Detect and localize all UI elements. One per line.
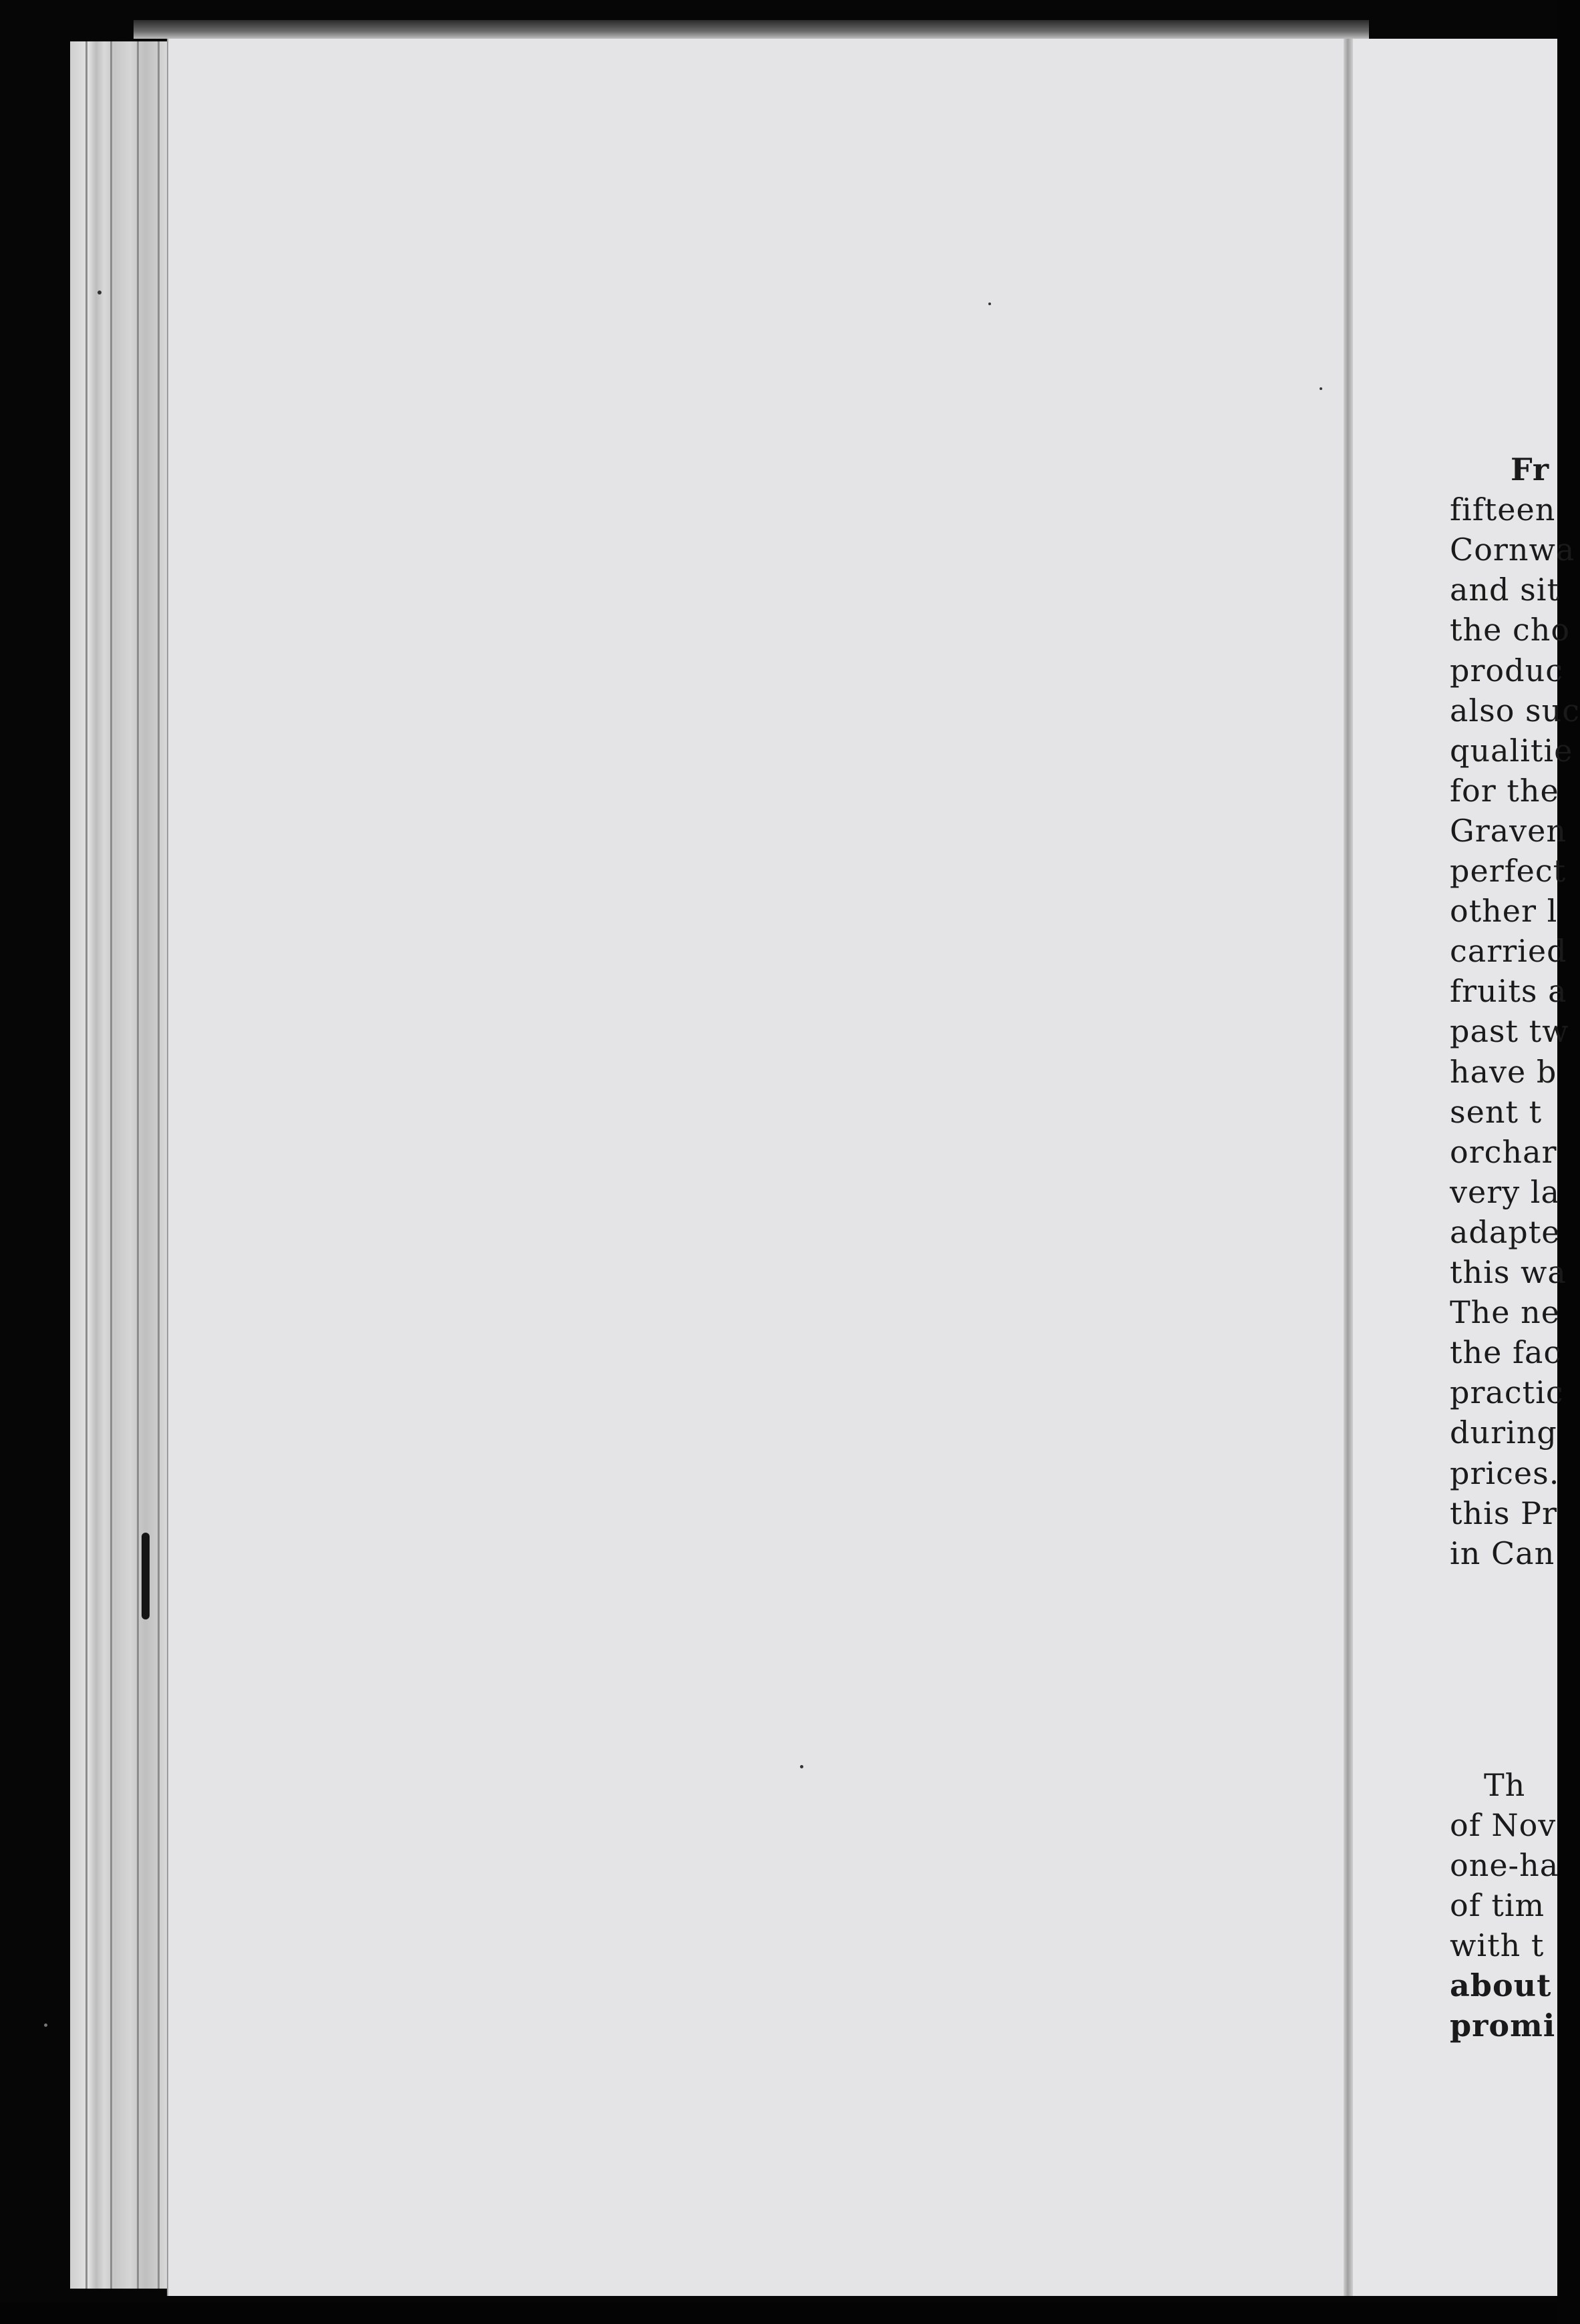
text-line: this wa <box>1450 1254 1567 1290</box>
dust-speck <box>800 1765 803 1768</box>
text-line: have b <box>1450 1053 1557 1090</box>
page-stack-line <box>110 41 112 2289</box>
text-line: this Pr <box>1450 1495 1557 1531</box>
text-line: very la <box>1450 1173 1560 1210</box>
text-line: also suc <box>1450 692 1580 729</box>
text-line: about <box>1450 1967 1552 2003</box>
page-stack-line <box>137 41 139 2289</box>
text-line: of Nov <box>1450 1807 1557 1843</box>
binding-mark <box>142 1533 150 1619</box>
page-gutter <box>1344 39 1353 2296</box>
text-line: Th <box>1484 1767 1526 1803</box>
scan-bottom-border <box>0 2303 1557 2324</box>
text-line: and sit <box>1450 572 1560 608</box>
page-stack-line <box>158 41 160 2289</box>
right-text-page <box>1353 39 1580 2296</box>
dust-speck <box>44 2023 47 2027</box>
text-line: orchar <box>1450 1133 1557 1170</box>
text-line: of tim <box>1450 1887 1545 1923</box>
text-line: past tw <box>1450 1013 1569 1050</box>
text-line: perfect <box>1450 853 1567 889</box>
text-line: prices. <box>1450 1455 1560 1491</box>
text-line: sent t <box>1450 1093 1543 1130</box>
text-line: for the <box>1450 772 1559 809</box>
dust-speck <box>97 290 102 295</box>
text-line: qualitie <box>1450 732 1573 769</box>
text-line: Cornwa <box>1450 532 1575 568</box>
text-line: other l <box>1450 893 1558 930</box>
text-line: practic <box>1450 1374 1564 1411</box>
text-line: promi <box>1450 2007 1556 2044</box>
top-page-edge <box>134 20 1369 39</box>
text-line: Graven <box>1450 812 1567 849</box>
text-line: produc <box>1450 652 1563 689</box>
text-line: fruits a <box>1450 973 1567 1010</box>
text-line: one-ha <box>1450 1847 1559 1883</box>
text-line: fifteen <box>1450 492 1556 528</box>
blank-left-page <box>167 39 1350 2296</box>
page-stack-line <box>85 41 87 2289</box>
text-line: the fac <box>1450 1334 1562 1371</box>
text-line: with t <box>1450 1927 1545 1963</box>
text-line: during <box>1450 1414 1557 1451</box>
dust-speck <box>988 303 991 305</box>
text-line: the cho <box>1450 612 1571 648</box>
text-line: Fr <box>1511 451 1550 488</box>
text-line: adapte <box>1450 1213 1561 1250</box>
text-line: in Can <box>1450 1535 1555 1571</box>
text-line: carried <box>1450 933 1567 970</box>
dust-speck <box>1320 387 1322 390</box>
text-line: The ne <box>1450 1294 1561 1331</box>
